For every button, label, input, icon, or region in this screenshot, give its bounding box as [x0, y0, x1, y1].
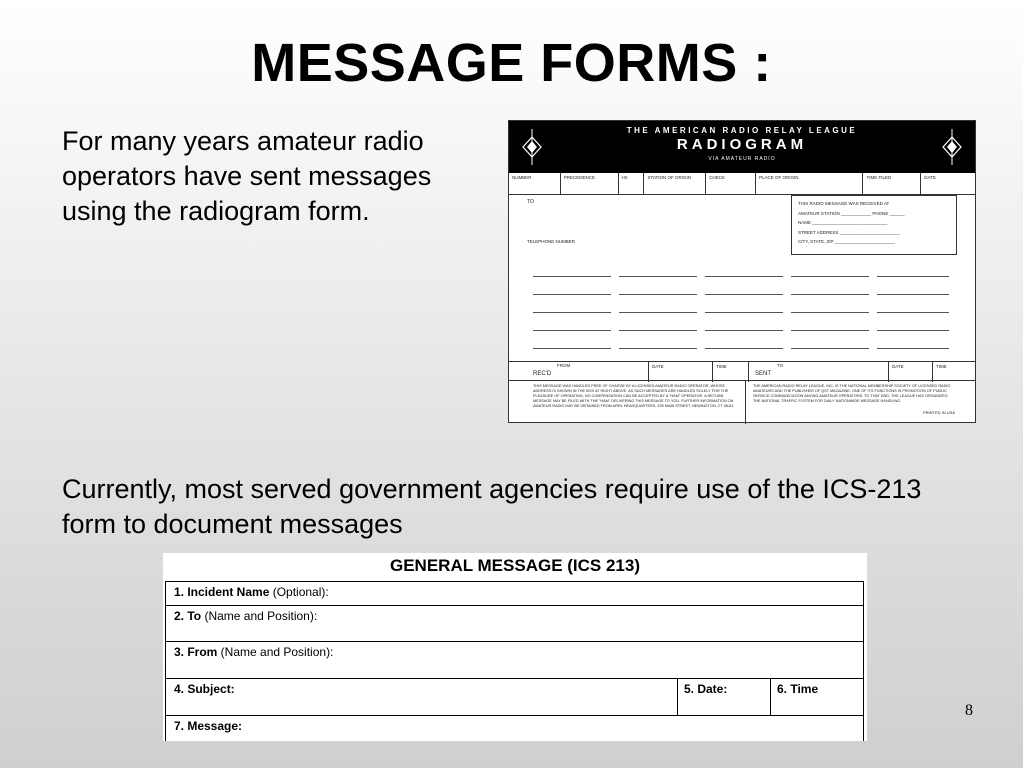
ics213-field-message: 7. Message:	[174, 719, 243, 733]
radiogram-col: HX	[619, 173, 645, 195]
slide-title: MESSAGE FORMS :	[251, 33, 772, 93]
radiogram-col: STATION OF ORIGIN	[644, 173, 706, 195]
radiogram-printed: PRINTED IN USA	[922, 410, 955, 415]
radiogram-sent-cell: TO SENT	[749, 362, 889, 382]
received-title: THIS RADIO MESSAGE WAS RECEIVED AT	[798, 201, 890, 206]
radiogram-date-cell: DATE	[649, 362, 713, 382]
radiogram-col: NUMBER	[509, 173, 561, 195]
radiogram-form-image	[508, 120, 976, 423]
radiogram-col: CHECK	[706, 173, 756, 195]
radiogram-col: DATE	[924, 175, 936, 180]
radiogram-footer-left: THIS MESSAGE WAS HANDLED FREE OF CHARGE BY A LICENSED AMATEUR RADIO OPERATOR, WHOSE ADDRESS IS SHOWN IN THE BOX AT RIGHT ABOVE. AS SUCH MESSAGES ARE HANDLED SOLELY FOR THE PLEASURE OF OPERATING, NO COMPENSATION CAN BE ACCEPTED BY A "HAM" OPERATOR. A RETURN MESSAGE MAY BE FILED WITH THE "HAM" DELIVERING THIS MESSAGE TO YOU. FURTHER INFORMATION ON AMATEUR RADIO MAY BE OBTAINED FROM ARRL HEADQUARTERS, 225 MAIN STREET, NEWINGTON, CT 06111	[533, 384, 734, 408]
paragraph-radiogram: For many years amateur radio operators have sent messages using the radiogram form.	[62, 126, 432, 226]
radiogram-col: PRECEDENCE	[561, 173, 619, 195]
page-number: 8	[965, 702, 973, 719]
ics213-field-time: 6. Time	[770, 679, 865, 715]
radiogram-header	[509, 121, 975, 173]
ics213-form-image	[163, 553, 867, 741]
ics213-row-to	[165, 605, 864, 641]
radiogram-time-cell: TIME	[936, 364, 947, 369]
ics213-field-date: 5. Date:	[677, 679, 770, 715]
radiogram-col: PLACE OF ORIGIN	[756, 173, 864, 195]
radiogram-footer-divider	[745, 381, 746, 424]
ics213-field-to: 2. To (Name and Position):	[174, 609, 318, 623]
ics213-row-message	[165, 715, 864, 741]
radiogram-subtitle: VIA AMATEUR RADIO	[708, 156, 776, 162]
ics213-field-from: 3. From (Name and Position):	[174, 645, 334, 659]
ics213-row-from	[165, 641, 864, 678]
received-field: AMATEUR STATION ____________ PHONE ______	[798, 210, 905, 216]
radiogram-to-label: TO	[527, 199, 534, 205]
radiogram-recd-cell: FROM REC'D	[509, 362, 649, 382]
radiogram-time-cell: TIME	[713, 362, 749, 382]
ics213-field-incident: 1. Incident Name (Optional):	[174, 585, 329, 599]
radiogram-received-box	[791, 195, 957, 255]
radiogram-title: RADIOGRAM	[676, 136, 808, 153]
received-field: NAME ______________________________	[798, 220, 888, 225]
radiogram-footer-right: THE AMERICAN RADIO RELAY LEAGUE, INC. IS THE NATIONAL MEMBERSHIP SOCIETY OF LICENSED RADIO AMATEURS AND THE PUBLISHER OF QST MAGAZINE. ONE OF ITS FUNCTIONS IS PROMOTION OF PUBLIC SERVICE COMMUNICATION AMONG AMATEUR OPERATORS. TO THAT END, THE LEAGUE HAS ORGANIZED THE NATIONAL TRAFFIC SYSTEM FOR DAILY NATIONWIDE MESSAGE HANDLING.	[753, 384, 951, 403]
radiogram-date-cell: DATE	[889, 362, 933, 382]
received-field: STREET ADDRESS ________________________	[798, 229, 900, 235]
radiogram-league: THE AMERICAN RADIO RELAY LEAGUE	[626, 126, 858, 135]
arrl-diamond-logo-icon	[941, 129, 963, 165]
ics213-row-subject	[165, 678, 864, 715]
paragraph-ics213: Currently, most served government agencies require use of the ICS-213 form to document messages	[62, 474, 922, 539]
radiogram-telephone-label: TELEPHONE NUMBER	[527, 239, 576, 244]
radiogram-preamble-row	[509, 173, 975, 195]
received-field: CITY, STATE, ZIP ________________________	[798, 239, 895, 244]
ics213-field-subject: 4. Subject:	[174, 682, 235, 696]
radiogram-received-sent-row	[509, 361, 975, 381]
ics213-row-incident	[165, 581, 864, 605]
ics213-title: GENERAL MESSAGE (ICS 213)	[389, 556, 641, 575]
radiogram-col: TIME FILED	[863, 173, 921, 195]
